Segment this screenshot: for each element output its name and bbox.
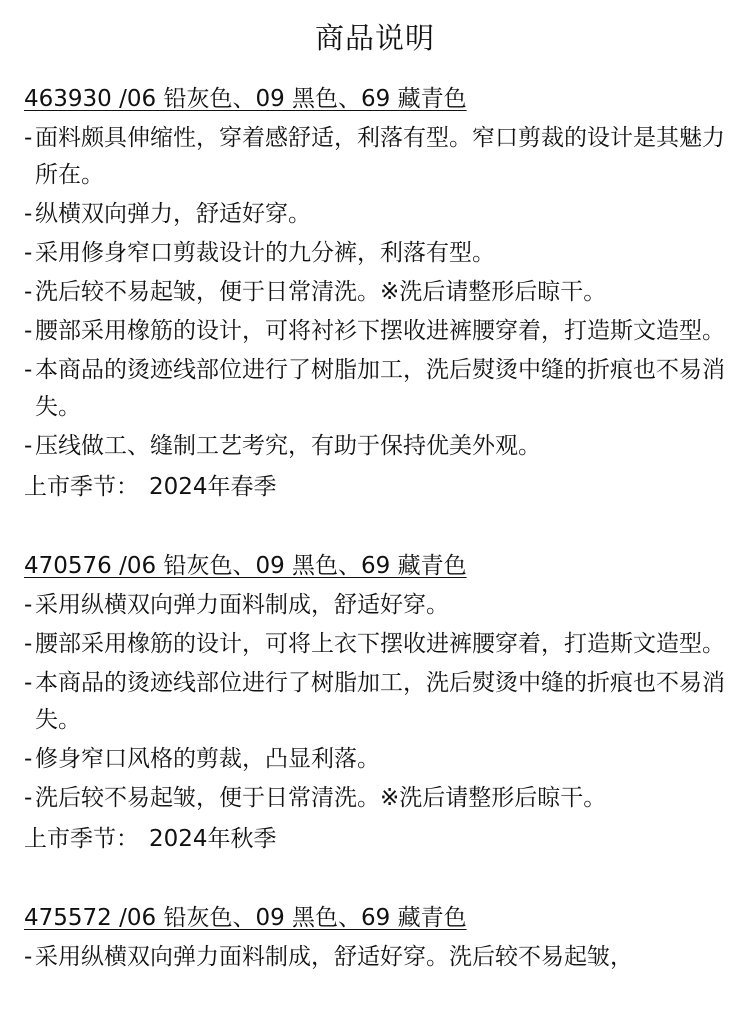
bullet-dash: - (24, 631, 33, 657)
season-value: 2024年秋季 (149, 826, 277, 852)
feature-text: 腰部采用橡筋的设计，可将衬衫下摆收进裤腰穿着，打造斯文造型。 (35, 318, 725, 344)
product-code: 475572 /06 铅灰色、09 黑色、69 藏青色 (24, 905, 467, 931)
product-code-line (24, 78, 732, 120)
feature-text: 采用纵横双向弹力面料制成，舒适好穿。洗后较不易起皱， (35, 944, 633, 970)
feature-item (24, 274, 732, 313)
bullet-dash: - (24, 240, 33, 266)
feature-text: 本商品的烫迹线部位进行了树脂加工，洗后熨烫中缝的折痕也不易消失。 (35, 357, 725, 420)
feature-text: 采用修身窄口剪裁设计的九分裤，利落有型。 (35, 240, 495, 266)
feature-text: 修身窄口风格的剪裁，凸显利落。 (35, 746, 380, 772)
bullet-dash: - (24, 201, 33, 227)
product-code-line (24, 545, 732, 587)
bullet-dash: - (24, 125, 33, 151)
feature-item (24, 428, 732, 467)
feature-item (24, 939, 732, 978)
feature-item (24, 235, 732, 274)
feature-item (24, 120, 732, 196)
season-label: 上市季节： (24, 826, 139, 852)
product-code: 463930 /06 铅灰色、09 黑色、69 藏青色 (24, 86, 467, 112)
feature-text: 洗后较不易起皱，便于日常清洗。※洗后请整形后晾干。 (35, 279, 607, 305)
bullet-dash: - (24, 746, 33, 772)
bullet-dash: - (24, 670, 33, 696)
product-section-1 (24, 78, 732, 507)
feature-text: 本商品的烫迹线部位进行了树脂加工，洗后熨烫中缝的折痕也不易消失。 (35, 670, 725, 733)
feature-item (24, 313, 732, 352)
feature-text: 压线做工、缝制工艺考究，有助于保持优美外观。 (35, 433, 541, 459)
page-title: 商品说明 (314, 21, 435, 55)
bullet-dash: - (24, 357, 33, 383)
feature-item (24, 587, 732, 626)
feature-text: 洗后较不易起皱，便于日常清洗。※洗后请整形后晾干。 (35, 785, 607, 811)
release-season (24, 819, 732, 859)
feature-list (24, 120, 732, 467)
bullet-dash: - (24, 785, 33, 811)
feature-item (24, 665, 732, 741)
bullet-dash: - (24, 944, 33, 970)
bullet-dash: - (24, 433, 33, 459)
product-code-line (24, 897, 732, 939)
release-season (24, 467, 732, 507)
product-section-3 (24, 897, 732, 978)
bullet-dash: - (24, 279, 33, 305)
season-value: 2024年春季 (149, 474, 277, 500)
bullet-dash: - (24, 592, 33, 618)
feature-text: 纵横双向弹力，舒适好穿。 (35, 201, 311, 227)
bullet-dash: - (24, 318, 33, 344)
season-label: 上市季节： (24, 474, 139, 500)
feature-text: 采用纵横双向弹力面料制成，舒适好穿。 (35, 592, 449, 618)
feature-item (24, 780, 732, 819)
feature-list (24, 587, 732, 819)
feature-item (24, 626, 732, 665)
product-section-2 (24, 545, 732, 859)
feature-item (24, 741, 732, 780)
feature-list (24, 939, 732, 978)
product-code: 470576 /06 铅灰色、09 黑色、69 藏青色 (24, 553, 467, 579)
content-area (24, 78, 732, 1016)
feature-text: 腰部采用橡筋的设计，可将上衣下摆收进裤腰穿着，打造斯文造型。 (35, 631, 725, 657)
feature-text: 面料颇具伸缩性，穿着感舒适，利落有型。窄口剪裁的设计是其魅力所在。 (35, 125, 725, 188)
feature-item (24, 352, 732, 428)
feature-item (24, 196, 732, 235)
